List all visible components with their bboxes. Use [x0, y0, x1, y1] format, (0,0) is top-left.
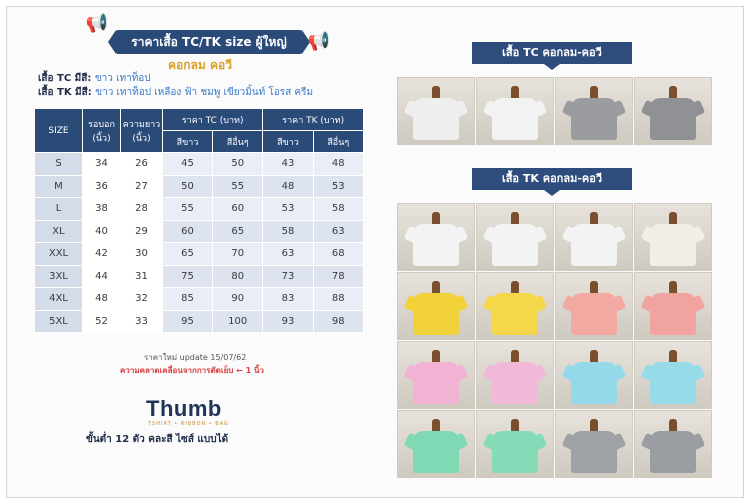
header-tk-other: สีอื่นๆ: [313, 131, 363, 153]
table-cell: 73: [263, 265, 313, 288]
tk-shirt-photo: [555, 341, 633, 409]
table-cell: 60: [213, 198, 263, 221]
table-cell: 32: [121, 288, 163, 311]
table-cell: 42: [83, 243, 121, 266]
table-cell: 58: [263, 220, 313, 243]
tk-shirt-photo: [555, 272, 633, 340]
table-cell: 60: [163, 220, 213, 243]
tc-section-title: เสื้อ TC คอกลม-คอวี: [472, 42, 632, 64]
tk-color-values: ขาว เทาท็อป เหลือง ฟ้า ชมพู เขียวมิ้นท์ โอรส ครีม: [95, 87, 314, 98]
table-cell: 27: [121, 175, 163, 198]
tc-shirt-photo: [555, 77, 633, 145]
table-cell: 50: [163, 175, 213, 198]
tk-shirt-photo: [634, 341, 712, 409]
table-cell: 95: [163, 310, 213, 333]
table-cell: 88: [313, 288, 363, 311]
tolerance-warning: ความคลาดเคลื่อนจากการตัดเย็บ ← 1 นิ้ว: [120, 366, 264, 375]
table-cell: 28: [121, 198, 163, 221]
table-cell: 83: [263, 288, 313, 311]
tc-shirt-photo: [476, 77, 554, 145]
table-cell: 48: [263, 175, 313, 198]
tk-shirt-photo: [476, 272, 554, 340]
table-cell: 85: [163, 288, 213, 311]
header-tc-other: สีอื่นๆ: [213, 131, 263, 153]
tk-shirt-photo: [634, 410, 712, 478]
tk-shirt-photo: [476, 203, 554, 271]
table-cell: 55: [213, 175, 263, 198]
header-tc-price: ราคา TC (บาท): [163, 109, 263, 131]
tk-shirt-photo: [476, 410, 554, 478]
table-cell: 26: [121, 153, 163, 176]
brand-logo: Thumb: [146, 396, 222, 421]
tk-section-title: เสื้อ TK คอกลม-คอวี: [472, 168, 632, 190]
table-cell: 30: [121, 243, 163, 266]
table-cell: 48: [313, 153, 363, 176]
table-row: [35, 198, 364, 221]
table-cell: 93: [263, 310, 313, 333]
tk-shirt-photo: [634, 272, 712, 340]
tk-shirt-photo: [397, 410, 475, 478]
tk-color-label: เสื้อ TK มีสี:: [38, 87, 92, 98]
tc-shirt-photo: [634, 77, 712, 145]
table-cell: 44: [83, 265, 121, 288]
table-row: [35, 288, 364, 311]
table-cell: XL: [35, 220, 83, 243]
table-cell: 75: [163, 265, 213, 288]
table-row: [35, 175, 364, 198]
table-cell: 80: [213, 265, 263, 288]
table-cell: 38: [83, 198, 121, 221]
header-tk-white: สีขาว: [263, 131, 313, 153]
color-list: [38, 72, 313, 100]
tk-shirt-photo: [555, 203, 633, 271]
table-cell: 5XL: [35, 310, 83, 333]
table-cell: 36: [83, 175, 121, 198]
table-cell: 3XL: [35, 265, 83, 288]
header-length: ความยาว (นิ้ว): [121, 109, 163, 153]
price-table: [34, 108, 364, 333]
table-row: [35, 310, 364, 333]
table-cell: 68: [313, 243, 363, 266]
table-cell: 29: [121, 220, 163, 243]
table-cell: XXL: [35, 243, 83, 266]
megaphone-right-icon: 📢: [307, 31, 331, 52]
table-cell: 33: [121, 310, 163, 333]
table-cell: 100: [213, 310, 263, 333]
table-cell: 45: [163, 153, 213, 176]
tk-shirt-photo: [555, 410, 633, 478]
table-cell: 43: [263, 153, 313, 176]
table-cell: 53: [263, 198, 313, 221]
table-cell: 98: [313, 310, 363, 333]
tk-shirt-photo: [397, 203, 475, 271]
tc-color-values: ขาว เทาท็อป: [94, 73, 151, 84]
table-cell: 31: [121, 265, 163, 288]
table-row: [35, 220, 364, 243]
table-cell: 34: [83, 153, 121, 176]
page-subtitle: คอกลม คอวี: [168, 58, 232, 72]
page-title: ราคาเสื้อ TC/TK size ผู้ใหญ่: [116, 30, 302, 54]
table-cell: 63: [263, 243, 313, 266]
table-row: [35, 243, 364, 266]
table-row: [35, 153, 364, 176]
table-row: [35, 265, 364, 288]
table-cell: 40: [83, 220, 121, 243]
table-cell: M: [35, 175, 83, 198]
table-cell: 52: [83, 310, 121, 333]
table-cell: 55: [163, 198, 213, 221]
megaphone-left-icon: 📢: [85, 13, 109, 34]
table-cell: 50: [213, 153, 263, 176]
table-cell: 65: [213, 220, 263, 243]
table-cell: 70: [213, 243, 263, 266]
table-cell: 90: [213, 288, 263, 311]
tc-shirt-photo: [397, 77, 475, 145]
tk-shirt-photo: [634, 203, 712, 271]
tk-shirt-photo: [397, 272, 475, 340]
header-size: SIZE: [35, 109, 83, 153]
header-chest: รอบอก (นิ้ว): [83, 109, 121, 153]
table-cell: 48: [83, 288, 121, 311]
table-cell: 58: [313, 198, 363, 221]
table-cell: 63: [313, 220, 363, 243]
table-cell: L: [35, 198, 83, 221]
tk-shirt-photo: [476, 341, 554, 409]
update-note: ราคาใหม่ update 15/07/62: [144, 353, 247, 362]
table-cell: 78: [313, 265, 363, 288]
table-cell: 53: [313, 175, 363, 198]
minimum-order-note: ขั้นต่ำ 12 ตัว คละสี ไซส์ แบบได้: [86, 434, 229, 445]
table-cell: 4XL: [35, 288, 83, 311]
brand-tagline: TSHIRT • RIBBON • BAG: [148, 421, 229, 427]
header-tc-white: สีขาว: [163, 131, 213, 153]
table-cell: S: [35, 153, 83, 176]
tc-color-label: เสื้อ TC มีสี:: [38, 73, 92, 84]
header-tk-price: ราคา TK (บาท): [263, 109, 364, 131]
tk-shirt-photo: [397, 341, 475, 409]
table-cell: 65: [163, 243, 213, 266]
